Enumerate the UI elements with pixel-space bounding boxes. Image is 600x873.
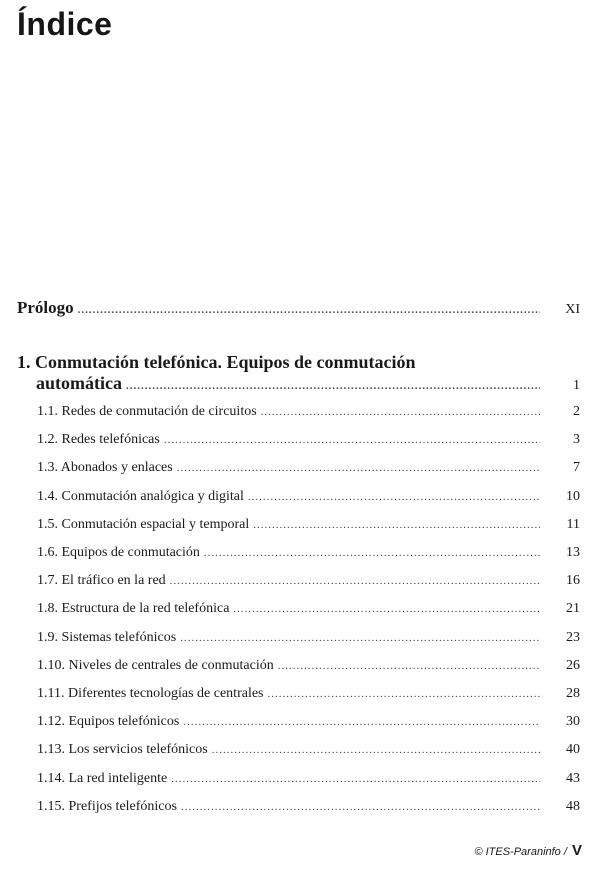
toc-entry-page: 13	[566, 545, 580, 560]
leader-dots	[204, 547, 540, 559]
leader-dots	[248, 491, 540, 503]
toc-entry-label: 1.2. Redes telefónicas	[37, 432, 160, 447]
toc-entry-label: 1.9. Sistemas telefónicos	[37, 630, 177, 645]
toc-entry-page: 21	[566, 601, 580, 616]
toc-entry[interactable]	[37, 545, 580, 561]
toc-entry-label: 1.8. Estructura de la red telefónica	[37, 601, 230, 616]
leader-dots	[183, 716, 540, 728]
toc-entry-label: 1.1. Redes de conmutación de circuitos	[37, 404, 257, 419]
toc-entry[interactable]	[37, 742, 580, 758]
chapter-page: 1	[573, 378, 580, 393]
toc-entry[interactable]	[37, 658, 580, 674]
toc-entry-prologue[interactable]	[17, 298, 580, 318]
toc-entry-label: 1.12. Equipos telefónicos	[37, 714, 180, 729]
toc-entry-page: 26	[566, 658, 580, 673]
toc-entry[interactable]	[37, 601, 580, 617]
page-title: Índice	[17, 6, 113, 42]
toc-entry-label: 1.5. Conmutación espacial y temporal	[37, 517, 250, 532]
toc-entry[interactable]	[37, 404, 580, 420]
leader-dots	[212, 744, 540, 756]
toc-entry-page: 28	[566, 686, 580, 701]
toc-entry-label: 1.4. Conmutación analógica y digital	[37, 489, 244, 504]
toc-entry-page: XI	[565, 302, 580, 317]
leader-dots	[177, 462, 540, 474]
leader-dots	[126, 380, 540, 392]
toc-entry[interactable]	[37, 771, 580, 787]
toc-entry-label: 1.6. Equipos de conmutación	[37, 545, 200, 560]
toc-entry-page: 40	[566, 742, 580, 757]
leader-dots	[170, 575, 540, 587]
leader-dots	[164, 434, 540, 446]
toc-entry[interactable]	[37, 573, 580, 589]
page-number: V	[571, 842, 582, 859]
toc-entry-label: 1.11. Diferentes tecnologías de centrales	[37, 686, 264, 701]
toc-entry-page: 10	[566, 489, 580, 504]
leader-dots	[253, 519, 540, 531]
toc-entry-label: 1.10. Niveles de centrales de conmutación	[37, 658, 274, 673]
toc-entry[interactable]	[37, 630, 580, 646]
toc-entry[interactable]	[37, 799, 580, 815]
toc-entry[interactable]	[37, 517, 580, 533]
toc-entry-page: 16	[566, 573, 580, 588]
toc-entry[interactable]	[37, 460, 580, 476]
toc-entry-page: 43	[566, 771, 580, 786]
leader-dots	[261, 406, 540, 418]
toc-entry-label: Prólogo	[17, 298, 74, 317]
toc-entry-page: 30	[566, 714, 580, 729]
chapter-title[interactable]: 1. Conmutación telefónica. Equipos de conmutación	[17, 352, 416, 372]
leader-dots	[180, 632, 540, 644]
toc-entry-page: 2	[573, 404, 580, 419]
toc-entry-label: 1.3. Abonados y enlaces	[37, 460, 173, 475]
toc-entry[interactable]	[37, 489, 580, 505]
toc-entry[interactable]	[37, 432, 580, 448]
leader-dots	[278, 660, 540, 672]
page-footer	[474, 842, 582, 859]
leader-dots	[181, 801, 540, 813]
toc-entry-label: 1.14. La red inteligente	[37, 771, 168, 786]
publisher-credit: © ITES-Paraninfo /	[474, 846, 567, 858]
toc-entry-page: 7	[573, 460, 580, 475]
toc-entry-label: 1.15. Prefijos telefónicos	[37, 799, 177, 814]
toc-entry-page: 48	[566, 799, 580, 814]
toc-entry-label: 1.7. El tráfico en la red	[37, 573, 166, 588]
toc-entry-page: 3	[573, 432, 580, 447]
leader-dots	[171, 773, 540, 785]
chapter-title-continued[interactable]	[36, 373, 580, 394]
chapter-title-line2: automática	[36, 373, 122, 393]
leader-dots	[233, 603, 540, 615]
leader-dots	[268, 688, 540, 700]
toc-entry-page: 11	[566, 517, 580, 532]
toc-entry[interactable]	[37, 714, 580, 730]
toc-entry-page: 23	[566, 630, 580, 645]
toc-entry-label: 1.13. Los servicios telefónicos	[37, 742, 208, 757]
toc-entry[interactable]	[37, 686, 580, 702]
leader-dots	[78, 304, 540, 316]
